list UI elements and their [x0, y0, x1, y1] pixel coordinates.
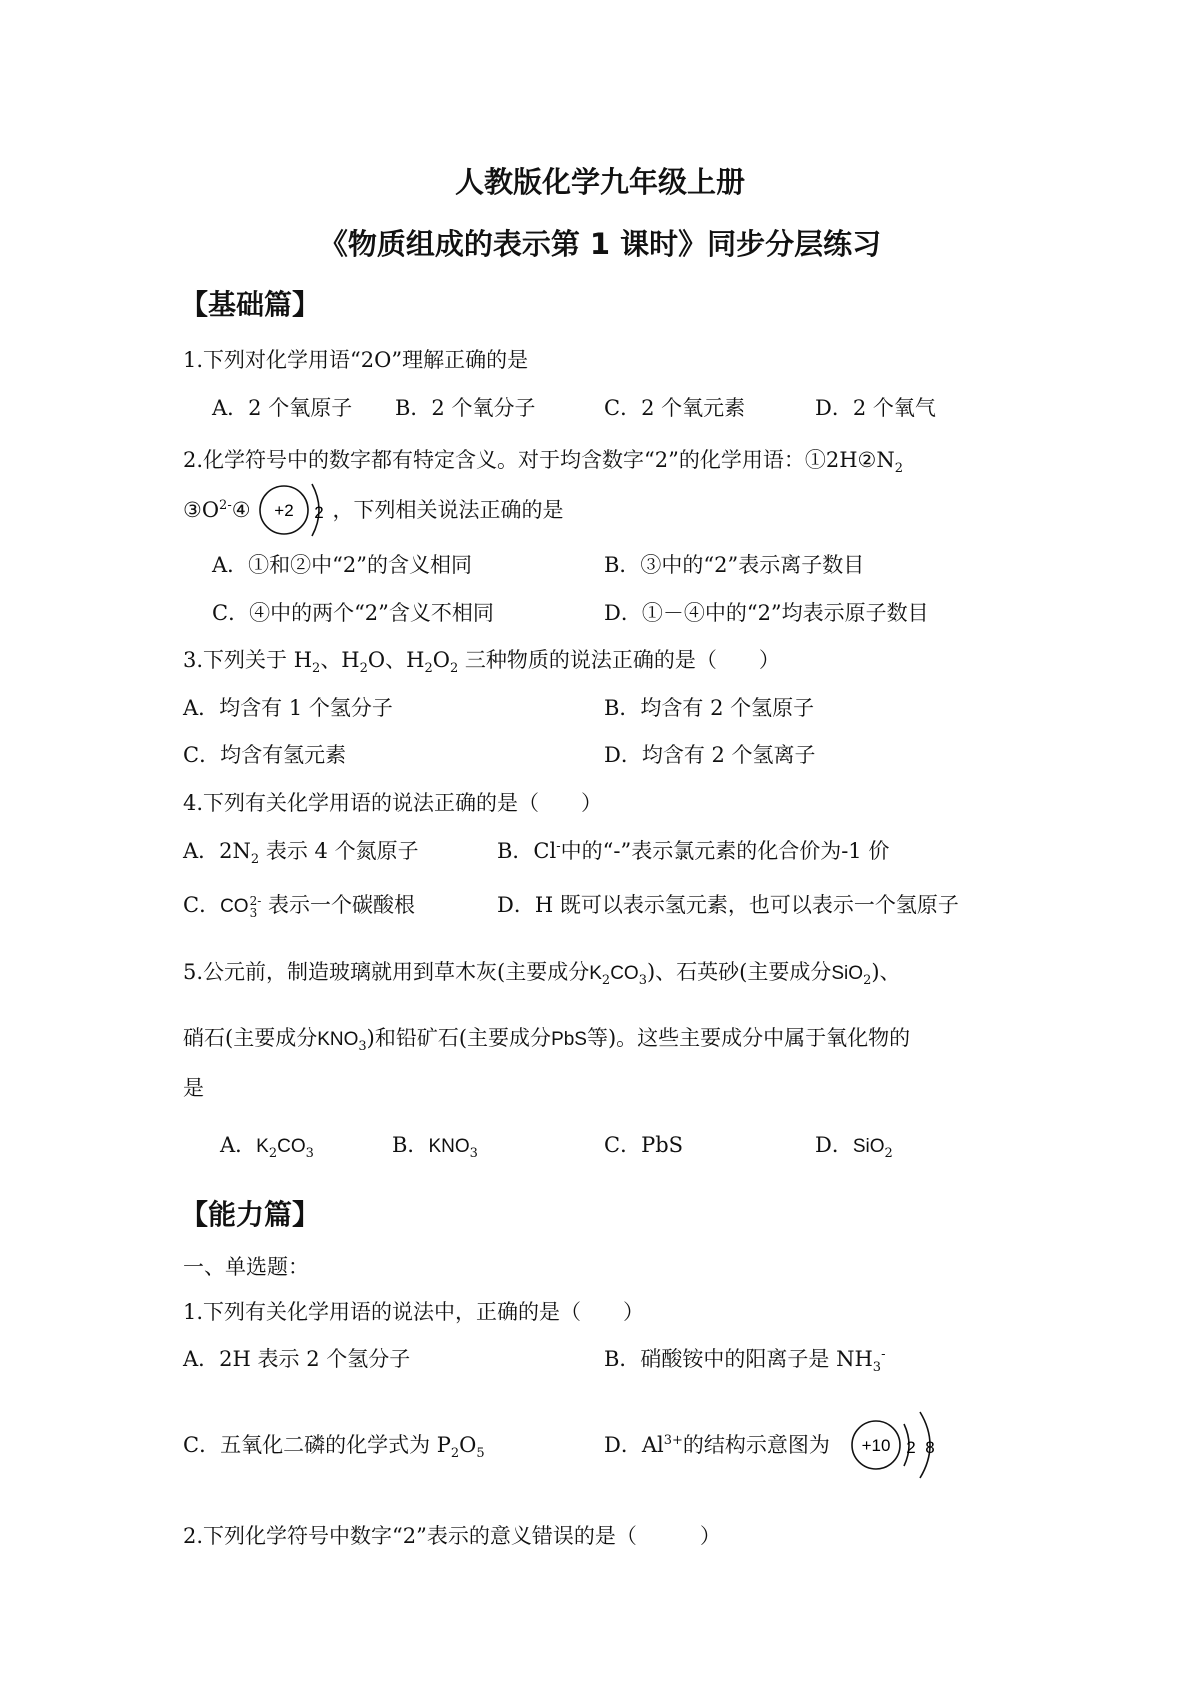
- basic-q4-a-sub: 2: [250, 852, 260, 868]
- basic-q1-option-a: A．2 个氧原子: [212, 396, 353, 420]
- basic-q4-c-post: 表示一个碳酸根: [261, 893, 415, 917]
- ability-q2-stem: 2.下列化学符号中数字“2”表示的意义错误的是（ ）: [183, 1524, 721, 1548]
- basic-q5-option-c: C．PbS: [604, 1133, 684, 1157]
- basic-q1-option-c: C．2 个氧元素: [604, 396, 746, 420]
- k2co3-sub2: 2: [601, 973, 611, 989]
- basic-q3-stem-pre: 3.下列关于 H: [183, 648, 313, 672]
- basic-q5-option-a: [220, 1130, 314, 1162]
- al-ion-structure-diagram-icon: [848, 1408, 948, 1482]
- ability-q1-d-sup: 3+: [663, 1433, 683, 1448]
- basic-q2-o-ion: ③O: [183, 498, 220, 522]
- basic-q2-item-4-marker: ④: [231, 498, 251, 522]
- basic-q4-c-pre: C．: [183, 893, 221, 917]
- basic-q4-b-post: 中的“-”表示氯元素的化合价为-1 价: [560, 839, 890, 863]
- al-shell-1-electrons: 2: [906, 1438, 916, 1457]
- basic-q2-n2-subscript: 2: [894, 461, 904, 477]
- basic-q3-option-d: D．均含有 2 个氢离子: [604, 743, 816, 767]
- sio2-formula: SiO: [831, 963, 864, 984]
- basic-q4-option-c: [183, 890, 415, 922]
- basic-q4-c-formula: CO: [220, 896, 249, 917]
- ability-q1-option-a: A．2H 表示 2 个氢分子: [183, 1347, 411, 1371]
- basic-q2-option-b: B．③中的“2”表示离子数目: [604, 553, 865, 577]
- kno3-sub: 3: [358, 1039, 367, 1055]
- k2co3-sub3: 3: [638, 973, 647, 989]
- ability-q1-b-sub: 3: [872, 1360, 882, 1376]
- ability-heading: 一、单选题：: [183, 1255, 309, 1279]
- sio2-sub: 2: [863, 973, 872, 989]
- basic-q5-b-kno: KNO: [428, 1136, 470, 1157]
- basic-q5-line1-pre: 5.公元前，制造玻璃就用到草木灰(主要成分: [183, 960, 590, 984]
- basic-q4-option-a: [183, 836, 419, 866]
- ability-q1-option-d: [604, 1430, 830, 1460]
- basic-q3-mid1: 、H: [320, 648, 360, 672]
- basic-q5-line1-mid: )、石英砂(主要成分: [646, 960, 832, 984]
- al-nucleus-charge: +10: [861, 1436, 891, 1455]
- basic-q5-a-label: A．: [220, 1133, 257, 1157]
- pbs-formula: PbS: [551, 1029, 587, 1050]
- al-shell-2-electrons: 8: [925, 1438, 935, 1457]
- basic-q4-a-pre: A．2N: [183, 839, 251, 863]
- basic-q5-a-k: K: [256, 1136, 269, 1157]
- ability-q1-b-pre: B．硝酸铵中的阳离子是 NH: [604, 1347, 873, 1371]
- basic-q5-a-co: CO: [277, 1136, 306, 1157]
- basic-q3-option-a: A．均含有 1 个氢分子: [183, 696, 393, 720]
- basic-q5-a-sub2: 2: [268, 1146, 278, 1162]
- basic-q2-stem-text: 2.化学符号中的数字都有特定含义。对于均含数字“2”的化学用语：①2H②N: [183, 448, 895, 472]
- basic-q5-line2-pre: 硝石(主要成分: [183, 1026, 318, 1050]
- ability-q1-d-pre: D．Al: [604, 1433, 664, 1457]
- ability-q1-stem: 1.下列有关化学用语的说法中，正确的是（ ）: [183, 1300, 645, 1324]
- basic-q4-stem: 4.下列有关化学用语的说法正确的是（ ）: [183, 791, 603, 815]
- ability-q1-c-mid: O: [459, 1433, 477, 1457]
- atom-shell-electrons: 2: [314, 503, 324, 522]
- basic-q4-option-b: [497, 836, 889, 866]
- basic-q4-c-sub: 3: [249, 905, 258, 920]
- basic-q5-line3: 是: [183, 1076, 204, 1100]
- k2co3-co: CO: [610, 963, 639, 984]
- basic-q3-sub3: 2: [424, 661, 433, 677]
- basic-q2-option-d: D．①－④中的“2”均表示原子数目: [604, 601, 929, 625]
- basic-q5-option-d: [815, 1130, 893, 1162]
- basic-q2-option-c: C．④中的两个“2”含义不相同: [212, 601, 494, 625]
- ability-q1-option-b: [604, 1344, 885, 1374]
- basic-q2-stem-line2: [183, 495, 564, 525]
- basic-q4-b-pre: B．Cl: [497, 839, 557, 863]
- basic-q5-b-label: B．: [392, 1133, 429, 1157]
- basic-q1-option-b: B．2 个氧分子: [395, 396, 536, 420]
- basic-q3-stem-post: 三种物质的说法正确的是（ ）: [458, 648, 780, 672]
- basic-q3-option-c: C．均含有氢元素: [183, 743, 347, 767]
- section-basic: 【基础篇】: [180, 288, 321, 321]
- basic-q2-option-a: A．①和②中“2”的含义相同: [212, 553, 472, 577]
- basic-q5-line1-post: )、: [871, 960, 901, 984]
- basic-q5-d-sub: 2: [884, 1146, 893, 1162]
- basic-q3-option-b: B．均含有 2 个氢原子: [604, 696, 815, 720]
- basic-q1-option-d: D．2 个氧气: [815, 396, 936, 420]
- basic-q3-sub2: 2: [359, 661, 368, 677]
- atom-structure-diagram-icon: [256, 478, 336, 542]
- ability-q1-option-c: [183, 1430, 485, 1460]
- kno3-formula: KNO: [317, 1029, 359, 1050]
- basic-q1-stem: 1.下列对化学用语“2O”理解正确的是: [183, 348, 529, 372]
- basic-q5-line2: [183, 1023, 910, 1055]
- basic-q5-line1: [183, 957, 901, 989]
- atom-nucleus-charge: +2: [274, 501, 294, 520]
- ability-q1-d-post: 的结构示意图为: [682, 1433, 830, 1457]
- basic-q2-question: ，下列相关说法正确的是: [332, 498, 564, 522]
- ability-q1-c-sub1: 2: [450, 1446, 460, 1462]
- basic-q3-mid2: O、H: [367, 648, 425, 672]
- ability-q1-c-sub2: 5: [476, 1446, 485, 1462]
- basic-q4-option-d: D．H 既可以表示氢元素，也可以表示一个氢原子: [497, 893, 959, 917]
- ability-q1-c-pre: C．五氧化二磷的化学式为 P: [183, 1433, 451, 1457]
- basic-q2-stem-line1: [183, 445, 903, 475]
- basic-q5-b-sub: 3: [469, 1146, 478, 1162]
- basic-q2-o-ion-charge: 2-: [219, 498, 232, 513]
- basic-q3-sub1: 2: [312, 661, 321, 677]
- page-title: 人教版化学九年级上册: [454, 165, 745, 199]
- page-subtitle: 《物质组成的表示第 1 课时》同步分层练习: [318, 227, 882, 261]
- k2co3-k: K: [589, 963, 602, 984]
- basic-q4-c-charge: 2-: [249, 893, 262, 908]
- basic-q5-d-label: D．: [815, 1133, 853, 1157]
- ability-q1-b-sup: -: [881, 1347, 886, 1362]
- basic-q5-a-sub3: 3: [305, 1146, 314, 1162]
- section-ability: 【能力篇】: [180, 1198, 321, 1231]
- basic-q4-b-sup: -: [556, 839, 561, 854]
- basic-q3-mid3: O: [432, 648, 450, 672]
- basic-q5-d-sio: SiO: [852, 1136, 885, 1157]
- basic-q5-line2-mid: )和铅矿石(主要成分: [366, 1026, 552, 1050]
- basic-q5-option-b: [392, 1130, 478, 1162]
- basic-q4-a-post: 表示 4 个氮原子: [259, 839, 419, 863]
- basic-q3-stem: [183, 645, 780, 675]
- basic-q3-sub4: 2: [449, 661, 459, 677]
- basic-q5-line2-post: 等)。这些主要成分中属于氧化物的: [586, 1026, 911, 1050]
